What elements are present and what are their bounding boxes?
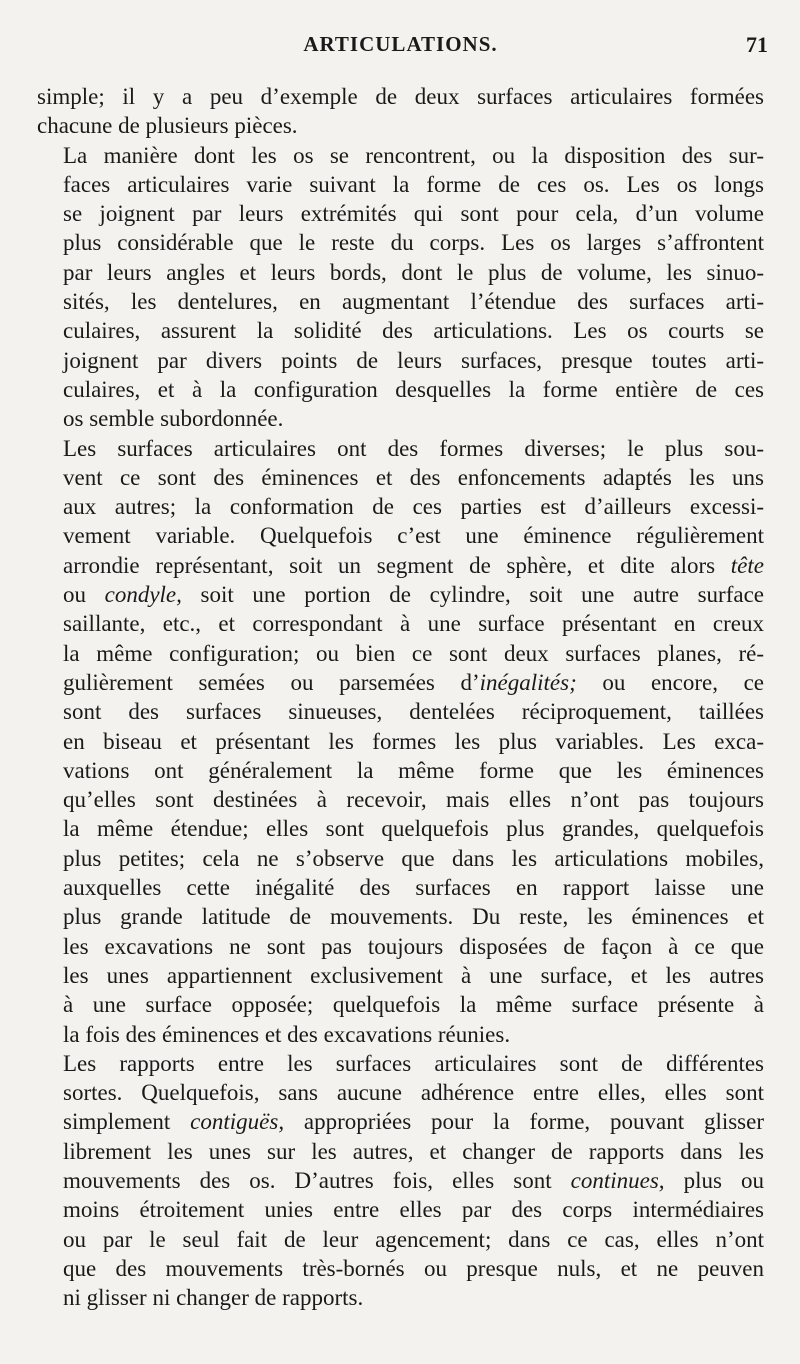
text-line: chacune de plusieurs pièces. [37, 113, 298, 139]
italic-term: contiguës, [190, 1109, 285, 1135]
text-line: les excavations ne sont pas toujours disposées de façon à ce que [63, 933, 764, 959]
text-line: vations ont généralement la même forme que les éminences [63, 757, 764, 783]
italic-term: continues, [570, 1167, 665, 1193]
text-line: saillante, etc., et correspondant à une surface présentant en creux [63, 611, 764, 637]
text-line: se joignent par leurs extrémités qui sont pour cela, d’un volume [63, 201, 764, 227]
text-line [37, 1107, 764, 1136]
text-line: plus grande latitude de mouvements. Du reste, les éminences et [63, 904, 764, 930]
text-line: culaires, assurent la solidité des articulations. Les os courts se [63, 318, 764, 344]
text-line: les unes appartiennent exclusivement à une surface, et les autres [63, 962, 764, 988]
text-line: aux autres; la conformation de ces parties est d’ailleurs excessi- [63, 494, 764, 520]
text-run: gulièrement semées ou parsemées d’ [63, 669, 480, 695]
text-line [37, 551, 764, 580]
text-line: simple; il y a peu d’exemple de deux surfaces articulaires formées [37, 84, 764, 109]
text-line: sortes. Quelquefois, sans aucune adhérence entre elles, elles sont [63, 1080, 764, 1106]
paragraph-1 [37, 82, 764, 141]
text-line: la fois des éminences et des excavations réunies. [63, 1021, 511, 1047]
text-run: ou [63, 582, 105, 608]
text-line: plus considérable que le reste du corps. Les os larges s’affrontent [63, 230, 764, 256]
text-line: culaires, et à la configuration desquelles la forme entière de ces [63, 376, 764, 402]
text-line: faces articulaires varie suivant la forme de ces os. Les os longs [63, 171, 764, 197]
text-line: sont des surfaces sinueuses, dentelées réciproquement, taillées [63, 699, 764, 725]
text-run: mouvements des os. D’autres fois, elles sont [63, 1167, 571, 1193]
paragraph-2 [37, 141, 764, 434]
paragraph-3 [37, 434, 764, 1049]
text-line: vent ce sont des éminences et des enfoncements adaptés les uns [63, 464, 764, 490]
body-text [37, 82, 764, 1312]
text-line: qu’elles sont destinées à recevoir, mais elles n’ont pas toujours [63, 787, 764, 813]
text-run: ou encore, ce [576, 669, 765, 695]
text-line: os semble subordonnée. [63, 406, 284, 432]
text-run: soit une portion de cylindre, soit une autre surface [181, 582, 764, 608]
text-line: la même étendue; elles sont quelquefois plus grandes, quelquefois [63, 816, 764, 842]
italic-term: inégalités; [479, 669, 577, 695]
running-head: ARTICULATIONS. [303, 32, 498, 56]
text-line: à une surface opposée; quelquefois la même surface présente à [63, 992, 764, 1018]
text-line: ou par le seul fait de leur agencement; dans ce cas, elles n’ont [63, 1226, 764, 1252]
text-line: La manière dont les os se rencontrent, ou la disposition des sur- [63, 142, 764, 168]
text-line: Les rapports entre les surfaces articulaires sont de différentes [63, 1050, 764, 1076]
text-line: auxquelles cette inégalité des surfaces en rapport laisse une [63, 875, 764, 901]
text-run: simplement [63, 1109, 191, 1135]
paragraph-4 [37, 1049, 764, 1313]
italic-term: tête [730, 552, 764, 578]
text-line: en biseau et présentant les formes les plus variables. Les exca- [63, 728, 764, 754]
text-line: librement les unes sur les autres, et changer de rapports dans les [63, 1138, 764, 1164]
text-run: plus ou [664, 1167, 764, 1193]
text-line [37, 668, 764, 697]
text-line: vement variable. Quelquefois c’est une éminence régulièrement [63, 523, 764, 549]
page-header [37, 30, 768, 82]
text-line: que des mouvements très-bornés ou presque nuls, et ne peuven [63, 1255, 764, 1281]
text-line: moins étroitement unies entre elles par des corps intermédiaires [63, 1197, 764, 1223]
text-line: sités, les dentelures, en augmentant l’étendue des surfaces arti- [63, 289, 764, 315]
text-line [37, 580, 764, 609]
text-run: arrondie représentant, soit un segment de sphère, et dite alors [63, 552, 731, 578]
text-line: plus petites; cela ne s’observe que dans les articulations mobiles, [63, 845, 764, 871]
text-line: ni glisser ni changer de rapports. [63, 1285, 364, 1311]
page-number: 71 [746, 32, 768, 57]
text-line [37, 1166, 764, 1195]
text-run: appropriées pour la forme, pouvant glisser [284, 1109, 764, 1135]
text-line: par leurs angles et leurs bords, dont le plus de volume, les sinuo- [63, 259, 764, 285]
text-line: Les surfaces articulaires ont des formes diverses; le plus sou- [63, 435, 764, 461]
italic-term: condyle, [104, 582, 182, 608]
text-line: joignent par divers points de leurs surfaces, presque toutes arti- [63, 347, 764, 373]
text-line: la même configuration; ou bien ce sont deux surfaces planes, ré- [63, 640, 764, 666]
